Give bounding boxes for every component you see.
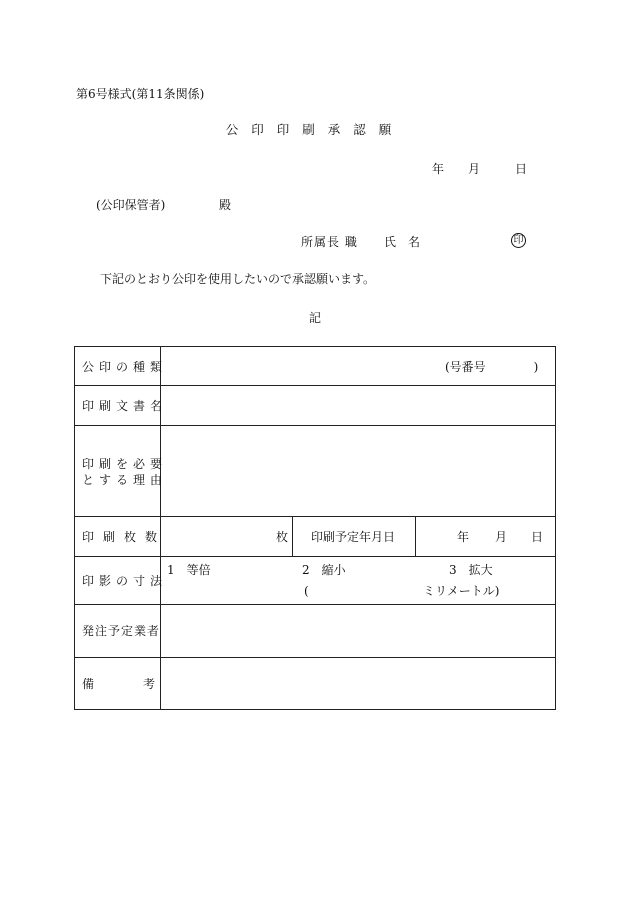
request-text: 下記のとおり公印を使用したいので承認願います。 <box>100 272 376 286</box>
seal-icon: 印 <box>511 233 526 248</box>
dimension-paren-open: ( <box>304 584 309 598</box>
dimension-unit: ミリメートル) <box>423 584 500 598</box>
scheduled-date-label: 印刷予定年月日 <box>311 530 396 544</box>
scheduled-year: 年 <box>457 530 470 544</box>
row-divider <box>75 425 555 426</box>
copies-divider <box>292 516 293 556</box>
copies-divider <box>415 516 416 556</box>
date-month-label: 月 <box>468 162 481 176</box>
form-number: 第6号様式(第11条関係) <box>76 87 205 101</box>
scheduled-day: 日 <box>531 530 544 544</box>
dimensions-label: 印影の寸法 <box>82 574 168 588</box>
addressee-honorific: 殿 <box>219 198 232 212</box>
form-title: 公印印刷承認願 <box>225 122 405 137</box>
date-day-label: 日 <box>515 162 528 176</box>
row-divider <box>75 385 555 386</box>
dimension-option-reduce[interactable]: 2 縮小 <box>302 563 346 577</box>
document-name-label: 印刷文書名 <box>82 399 168 413</box>
addressee-role: (公印保管者) <box>96 198 166 212</box>
applicant-dept-label: 所属長 職 <box>301 235 358 249</box>
copies-unit: 枚 <box>276 530 289 544</box>
vendor-field[interactable] <box>163 607 553 655</box>
approval-form-table <box>74 346 556 710</box>
row-divider <box>75 604 555 605</box>
reason-label-line2: とする理由 <box>82 473 168 487</box>
scheduled-month: 月 <box>495 530 508 544</box>
dimension-option-enlarge[interactable]: 3 拡大 <box>449 563 493 577</box>
remarks-label-left: 備 <box>82 677 95 691</box>
seal-type-number-field[interactable]: (号番号 ) <box>445 360 539 374</box>
copies-label: 印刷枚数 <box>82 530 167 544</box>
vendor-label: 発注予定業者 <box>82 624 161 638</box>
seal-type-label: 公印の種類 <box>82 360 168 374</box>
reason-label-line1: 印刷を必要 <box>82 457 168 471</box>
row-divider <box>75 556 555 557</box>
date-year-label: 年 <box>432 162 445 176</box>
applicant-name-label: 氏名 <box>384 235 433 249</box>
note-mark: 記 <box>308 311 321 325</box>
reason-field[interactable] <box>163 427 553 514</box>
row-divider <box>75 657 555 658</box>
remarks-label-right: 考 <box>143 677 156 691</box>
document-name-field[interactable] <box>163 387 553 423</box>
remarks-field[interactable] <box>163 660 553 706</box>
row-divider <box>75 516 555 517</box>
dimension-option-actual[interactable]: 1 等倍 <box>167 563 211 577</box>
